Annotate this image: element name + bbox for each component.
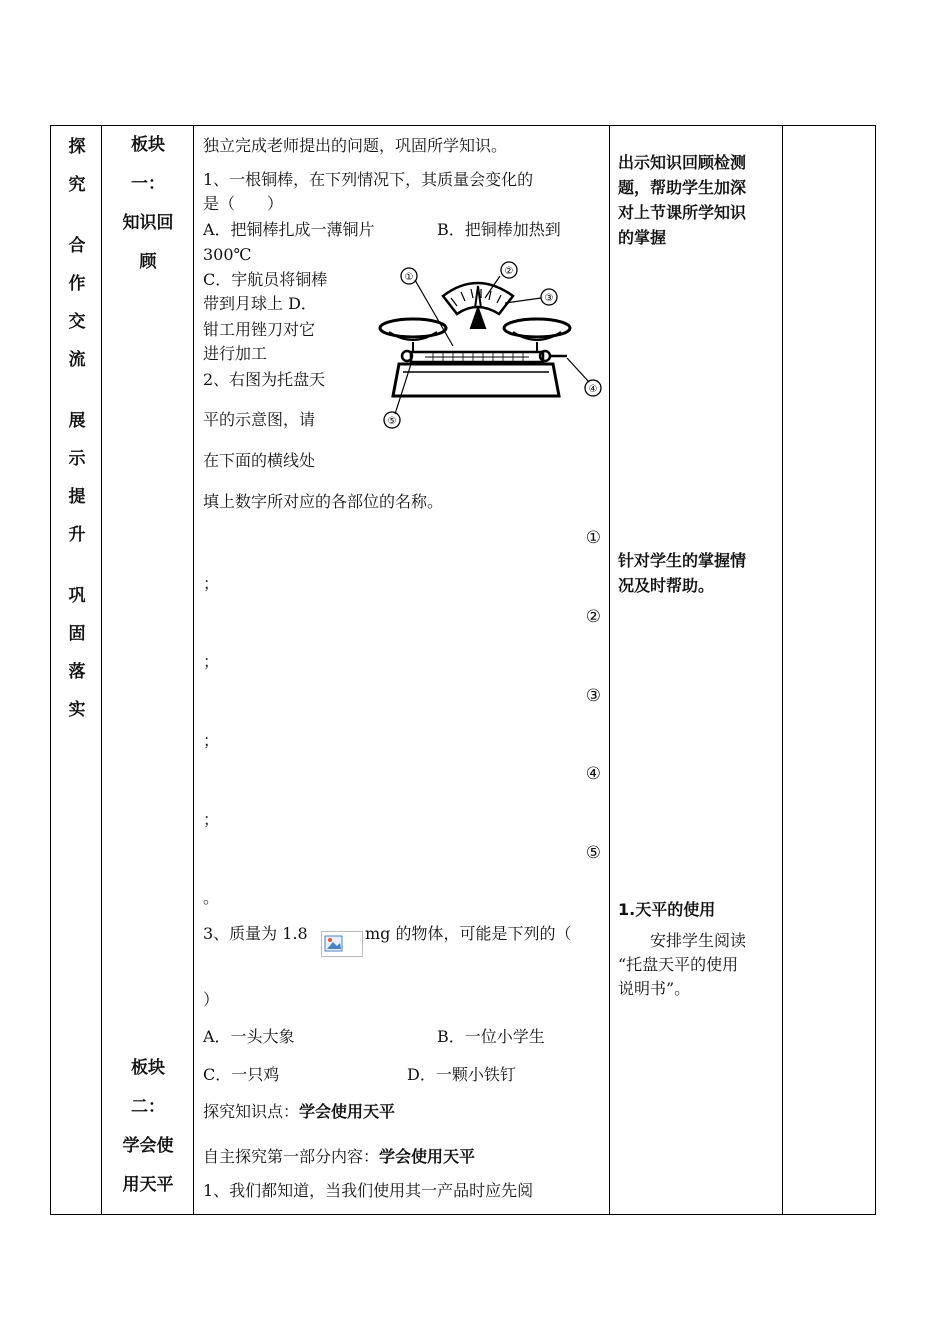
question-2-cont: 平的示意图，请 xyxy=(203,410,316,429)
question-1-cont: 是（ ） xyxy=(203,194,284,213)
note-line: 况及时帮助。 xyxy=(618,576,715,595)
question-1: 1、一根铜棒，在下列情况下，其质量会变化的 xyxy=(203,170,534,189)
note-line: 对上节课所学知识 xyxy=(618,203,747,222)
section-title-line: 一： xyxy=(131,174,165,194)
section-title-2 xyxy=(103,1049,193,1205)
note-line: 安排学生阅读 xyxy=(618,931,747,950)
figure-label-3: ③ xyxy=(544,293,554,304)
column-divider xyxy=(101,126,102,1214)
lesson-table xyxy=(50,125,876,1215)
question-2-cont: 填上数字所对应的各部位的名称。 xyxy=(203,492,444,511)
stage-char: 探 xyxy=(68,137,86,157)
stage-char: 作 xyxy=(68,274,86,294)
option-c-cont: 带到月球上 D． xyxy=(203,294,317,313)
option-b-cont: 300℃ xyxy=(203,245,252,264)
blank-number: ① xyxy=(585,528,601,548)
teacher-note-2 xyxy=(618,548,778,598)
blank-end: ； xyxy=(203,810,220,829)
note-line: “托盘天平的使用 xyxy=(618,955,739,974)
self-explore xyxy=(203,1145,475,1169)
question-3-cont: mg 的物体，可能是下列的（ xyxy=(365,924,572,943)
note-line: 针对学生的掌握情 xyxy=(618,551,747,570)
stage-char: 合 xyxy=(68,236,86,256)
option-d: 钳工用锉刀对它 xyxy=(203,320,316,339)
blank-number: ③ xyxy=(585,686,601,706)
column-divider xyxy=(782,126,783,1214)
section-title-line: 用天平 xyxy=(122,1175,174,1195)
option-a: A．把铜棒扎成一薄铜片 xyxy=(203,220,375,239)
q3-option-c: C．一只鸡 xyxy=(203,1065,280,1084)
blank-end: ； xyxy=(203,731,220,750)
figure-label-1: ① xyxy=(404,272,414,283)
q3-option-a: A．一头大象 xyxy=(203,1027,295,1046)
stage-char: 示 xyxy=(68,449,86,469)
explore-prefix: 探究知识点： xyxy=(203,1102,300,1121)
stage-char: 落 xyxy=(68,662,86,682)
stage-char: 提 xyxy=(68,487,86,507)
blank-number: ② xyxy=(585,607,601,627)
question-3-end: ） xyxy=(203,990,220,1009)
stage-labels xyxy=(59,128,95,729)
figure-label-5: ⑤ xyxy=(387,416,397,427)
q3-option-b: B．一位小学生 xyxy=(437,1027,545,1046)
note-line: 题，帮助学生加深 xyxy=(618,178,747,197)
intro-text: 独立完成老师提出的问题，巩固所学知识。 xyxy=(203,136,508,155)
section-title-line: 板块 xyxy=(131,1058,165,1078)
explore-point xyxy=(203,1100,395,1124)
option-c: C．宇航员将铜棒 xyxy=(203,270,328,289)
figure-label-2: ② xyxy=(504,266,514,277)
option-d-cont: 进行加工 xyxy=(203,344,268,363)
section-title-1 xyxy=(103,126,193,282)
question-2-cont: 在下面的横线处 xyxy=(203,451,316,470)
blank-number: ④ xyxy=(585,764,601,784)
stage-char: 实 xyxy=(68,700,86,720)
stage-char: 流 xyxy=(68,350,86,370)
blank-end: ； xyxy=(203,652,220,671)
column-divider xyxy=(193,126,194,1214)
note-line: 说明书”。 xyxy=(618,979,691,998)
blank-end: 。 xyxy=(203,888,220,907)
balance-diagram xyxy=(373,256,609,436)
q3-option-d: D．一颗小铁钉 xyxy=(407,1065,516,1084)
blank-number: ⑤ xyxy=(585,843,601,863)
question-3: 3、质量为 1.8 xyxy=(203,924,308,943)
question-2: 2、右图为托盘天 xyxy=(203,370,326,389)
broken-image-icon xyxy=(321,931,363,957)
stage-char: 升 xyxy=(68,525,86,545)
section-title-line: 顾 xyxy=(139,252,157,272)
stage-char: 固 xyxy=(68,624,86,644)
section-title-line: 板块 xyxy=(131,135,165,155)
teacher-note-3-title: 1.天平的使用 xyxy=(618,900,716,919)
self-explore-prefix: 自主探究第一部分内容： xyxy=(203,1147,380,1166)
stage-char: 交 xyxy=(68,312,86,332)
reading-instruction: 1、我们都知道，当我们使用其一产品时应先阅 xyxy=(203,1181,534,1200)
section-title-line: 知识回 xyxy=(122,213,174,233)
teacher-note-3-body xyxy=(618,929,778,1001)
figure-label-4: ④ xyxy=(588,384,598,395)
note-line: 出示知识回顾检测 xyxy=(618,153,747,172)
stage-char: 展 xyxy=(68,411,86,431)
explore-topic: 学会使用天平 xyxy=(299,1102,396,1121)
column-divider xyxy=(609,126,610,1214)
blank-end: ； xyxy=(203,574,220,593)
note-line: 的掌握 xyxy=(618,228,667,247)
teacher-note-1 xyxy=(618,150,778,250)
self-explore-topic: 学会使用天平 xyxy=(379,1147,476,1166)
section-title-line: 学会使 xyxy=(122,1136,174,1156)
stage-char: 究 xyxy=(68,175,86,195)
stage-char: 巩 xyxy=(68,586,86,606)
section-title-line: 二： xyxy=(131,1097,165,1117)
option-b: B．把铜棒加热到 xyxy=(437,220,561,239)
